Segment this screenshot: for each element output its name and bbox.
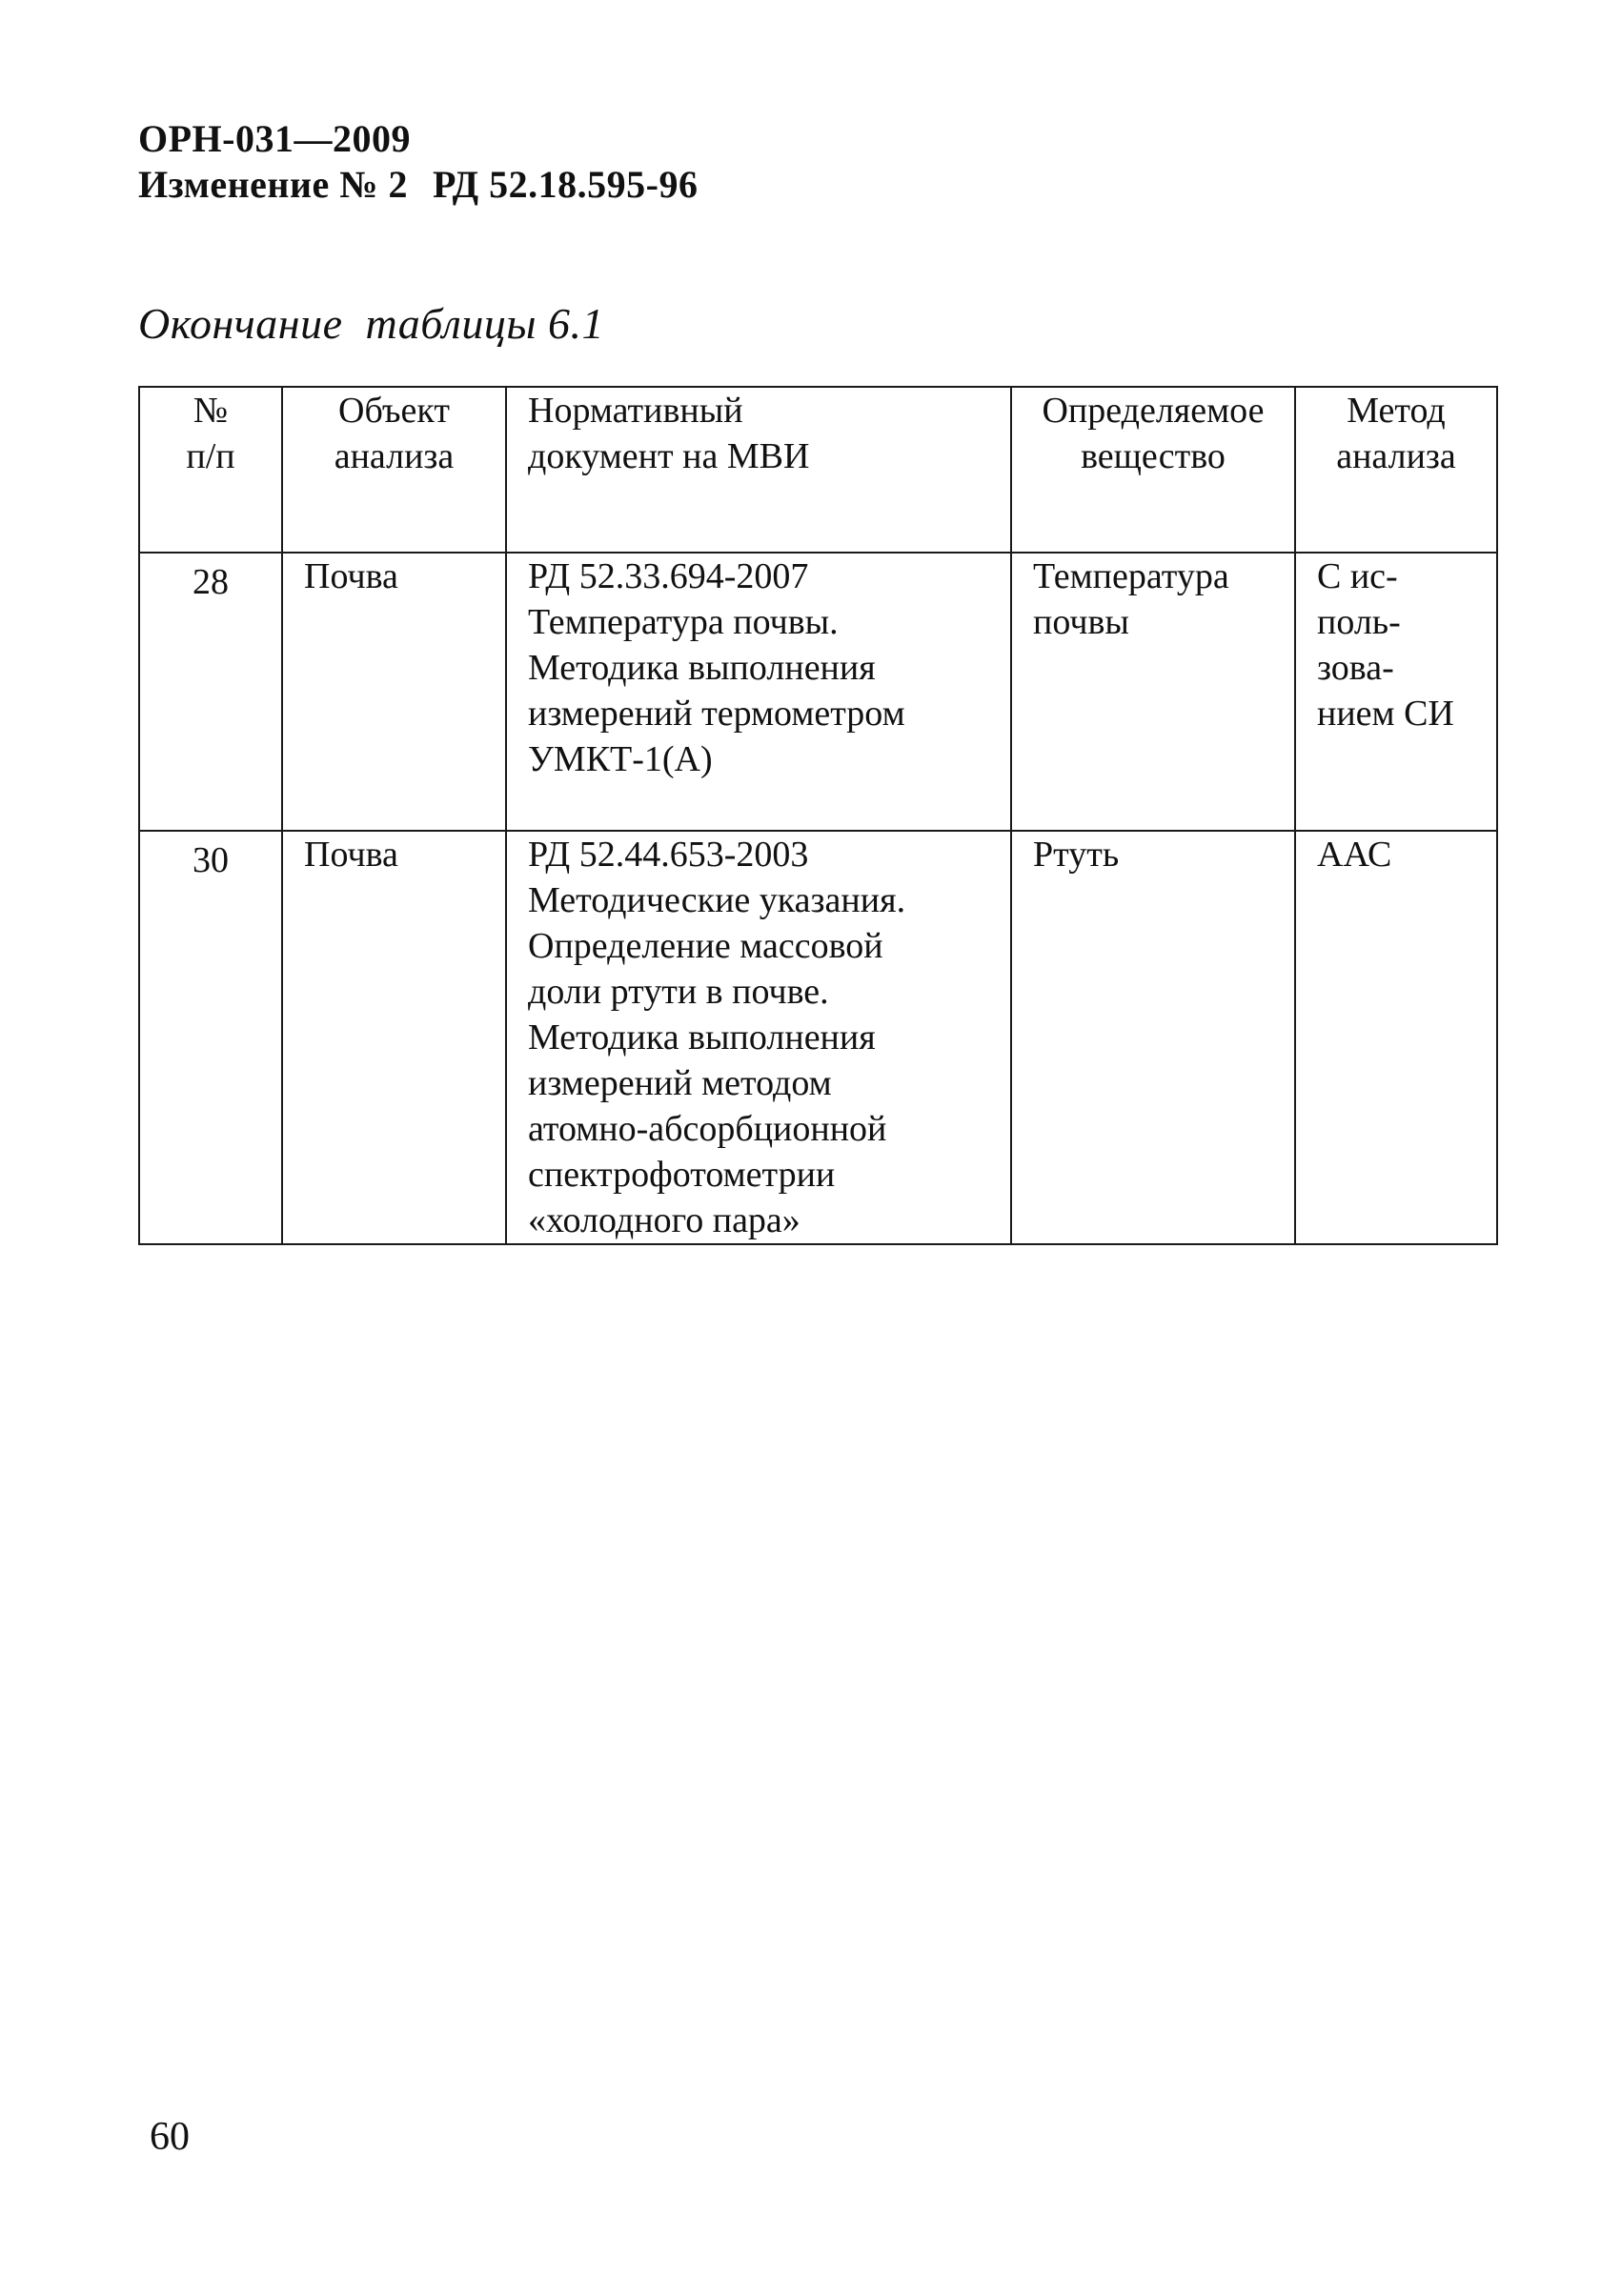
row-30-document-line-8: спектрофотометрии [528,1155,836,1195]
row-28-num [139,553,282,831]
row-28-object [282,553,506,831]
row-30-document-line-3: Определение массовой [528,926,883,966]
row-28-document-line-2: Температура почвы. [528,602,839,642]
row-28-num-text: 28 [192,562,229,602]
row-30-document [506,831,1011,1244]
row-28-substance-line-1: Температура [1033,556,1229,596]
row-30-object [282,831,506,1244]
header-object-line-1: Объект [338,391,450,431]
row-28-object-text: Почва [304,556,398,596]
row-30-document-line-9: «холодного пара» [528,1200,800,1240]
header-object-line-2: анализа [334,436,455,476]
row-28-document [506,553,1011,831]
row-28-substance-line-2: почвы [1033,602,1129,642]
header-substance [1011,387,1295,553]
change-line [138,162,698,208]
row-30-document-line-1: РД 52.44.653-2003 [528,835,809,875]
change-document: РД 52.18.595-96 [432,163,699,206]
row-30-document-line-6: измерений методом [528,1063,832,1103]
header-object [282,387,506,553]
row-30-document-line-5: Методика выполнения [528,1017,876,1057]
header-document-line-2: документ на МВИ [528,436,810,476]
row-28-document-line-4: измерений термометром [528,694,905,734]
row-30-num [139,831,282,1244]
table-row [139,831,1497,1244]
row-30-substance-line-1: Ртуть [1033,835,1120,875]
row-30-substance [1011,831,1295,1244]
row-30-method [1295,831,1497,1244]
row-28-method-line-3: зова- [1317,648,1394,688]
change-label: Изменение № 2 [138,163,408,206]
header-method-line-1: Метод [1347,391,1446,431]
row-28-method-line-2: поль- [1317,602,1401,642]
row-30-document-line-2: Методические указания. [528,880,906,920]
row-28-method [1295,553,1497,831]
row-28-method-line-4: нием СИ [1317,694,1454,734]
row-28-document-line-1: РД 52.33.694-2007 [528,556,809,596]
row-28-substance [1011,553,1295,831]
row-28-document-line-5: УМКТ-1(А) [528,739,713,779]
row-30-document-line-4: доли ртути в почве. [528,972,829,1012]
header-document [506,387,1011,553]
header-method [1295,387,1497,553]
header-substance-line-1: Определяемое [1042,391,1265,431]
table-caption-word1: Окончание [138,299,343,348]
table-row [139,553,1497,831]
table-caption [138,297,604,351]
header-num-line-2: п/п [186,436,235,476]
header-substance-line-2: вещество [1081,436,1226,476]
header-num [139,387,282,553]
row-28-method-line-1: С ис- [1317,556,1398,596]
row-28-document-line-3: Методика выполнения [528,648,876,688]
row-30-document-line-7: атомно-абсорбционной [528,1109,887,1149]
row-30-method-line-1: ААС [1317,835,1392,875]
document-code: ОРН-031—2009 [138,117,411,160]
row-30-object-text: Почва [304,835,398,875]
header-method-line-2: анализа [1336,436,1456,476]
methods-table [138,386,1498,1245]
table-header-row [139,387,1497,553]
page-number: 60 [150,2115,190,2159]
row-30-num-text: 30 [192,840,229,880]
table-caption-word2: таблицы 6.1 [365,299,604,348]
header-num-line-1: № [192,391,229,431]
header-document-line-1: Нормативный [528,391,743,431]
